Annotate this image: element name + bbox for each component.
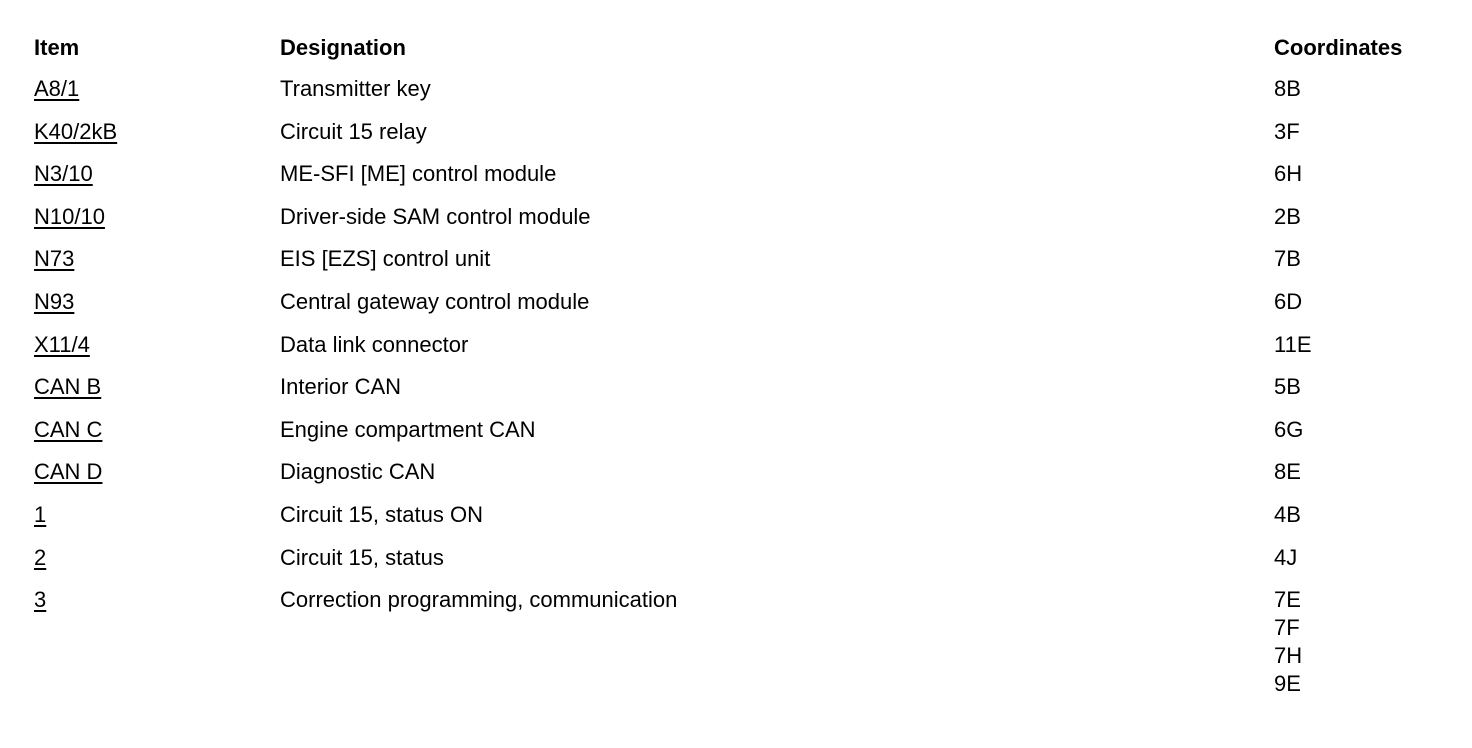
item-link[interactable]: N73: [34, 246, 75, 272]
item-cell: [34, 324, 280, 367]
table-row: [34, 579, 1454, 698]
table-row: [34, 409, 1454, 452]
item-cell: [34, 153, 280, 196]
designation-cell: Interior CAN: [280, 374, 402, 400]
item-link[interactable]: N10/10: [34, 203, 105, 229]
item-link[interactable]: X11/4: [34, 331, 90, 357]
item-link[interactable]: N93: [34, 288, 75, 314]
table-row: [34, 281, 1454, 324]
designation-cell: ME-SFI [ME] control module: [280, 161, 557, 187]
coordinates-cell: [1274, 409, 1454, 452]
coordinates-cell: [1274, 451, 1454, 494]
header-designation: Designation: [280, 35, 406, 60]
coordinates-cell: [1274, 366, 1454, 409]
coordinate-value: 7E: [1274, 587, 1301, 613]
item-cell: [34, 68, 280, 111]
designation-cell: Diagnostic CAN: [280, 459, 436, 485]
coordinate-value: 4J: [1274, 544, 1298, 570]
designation-cell: Circuit 15 relay: [280, 118, 427, 144]
coordinates-cell: [1274, 68, 1454, 111]
header-item: Item: [34, 35, 80, 60]
coordinates-list: [1274, 579, 1454, 698]
item-cell: [34, 451, 280, 494]
item-link[interactable]: CAN D: [34, 459, 103, 485]
coordinate-value: 6D: [1274, 288, 1303, 314]
item-link[interactable]: CAN C: [34, 416, 103, 442]
coordinate-value: 4B: [1274, 501, 1301, 527]
designation-cell: Data link connector: [280, 331, 469, 357]
item-link[interactable]: A8/1: [34, 76, 80, 101]
coordinates-cell: [1274, 196, 1454, 239]
table-row: [34, 537, 1454, 580]
coordinate-value: 2B: [1274, 203, 1301, 229]
item-cell: [34, 537, 280, 580]
table-row: [34, 196, 1454, 239]
designation-cell: EIS [EZS] control unit: [280, 246, 491, 272]
coordinate-value: 6G: [1274, 416, 1304, 442]
coordinates-cell: [1274, 579, 1454, 698]
item-link[interactable]: 2: [34, 544, 47, 570]
coordinate-value: 6H: [1274, 161, 1303, 187]
coordinates-cell: [1274, 281, 1454, 324]
table-row: [34, 366, 1454, 409]
coordinates-cell: [1274, 111, 1454, 154]
component-legend-table: [34, 30, 1454, 698]
item-cell: [34, 196, 280, 239]
coordinates-cell: [1274, 238, 1454, 281]
item-link[interactable]: 3: [34, 587, 47, 613]
coordinate-value: 11E: [1274, 331, 1312, 357]
item-cell: [34, 409, 280, 452]
coordinate-value: 5B: [1274, 374, 1301, 400]
header-coordinates: Coordinates: [1274, 35, 1403, 60]
item-cell: [34, 366, 280, 409]
coordinates-cell: [1274, 324, 1454, 367]
table-row: [34, 494, 1454, 537]
coordinate-value: 9E: [1274, 671, 1301, 697]
designation-cell: Driver-side SAM control module: [280, 203, 591, 229]
table-body: [34, 68, 1454, 698]
item-link[interactable]: CAN B: [34, 374, 102, 400]
designation-cell: Correction programming, communication: [280, 587, 678, 613]
item-cell: [34, 494, 280, 537]
table-row: [34, 153, 1454, 196]
table-row: [34, 111, 1454, 154]
designation-cell: Engine compartment CAN: [280, 416, 536, 442]
coordinate-value: 8B: [1274, 76, 1301, 101]
designation-cell: Circuit 15, status ON: [280, 501, 483, 527]
coordinate-value: 3F: [1274, 118, 1300, 144]
item-link[interactable]: N3/10: [34, 161, 93, 187]
item-cell: [34, 281, 280, 324]
designation-cell: Transmitter key: [280, 76, 431, 101]
coordinate-value: 7H: [1274, 643, 1303, 669]
coordinates-cell: [1274, 537, 1454, 580]
item-link[interactable]: 1: [34, 501, 47, 527]
coordinates-cell: [1274, 153, 1454, 196]
table-row: [34, 238, 1454, 281]
coordinates-cell: [1274, 494, 1454, 537]
table-header-row: [34, 30, 1454, 68]
designation-cell: Circuit 15, status: [280, 544, 444, 570]
table-row: [34, 451, 1454, 494]
coordinate-value: 8E: [1274, 459, 1301, 485]
coordinate-value: 7F: [1274, 615, 1300, 641]
item-cell: [34, 579, 280, 622]
designation-cell: Central gateway control module: [280, 288, 590, 314]
coordinate-value: 7B: [1274, 246, 1301, 272]
item-cell: [34, 111, 280, 154]
table-row: [34, 324, 1454, 367]
table-row: [34, 68, 1454, 111]
item-cell: [34, 238, 280, 281]
item-link[interactable]: K40/2kB: [34, 118, 118, 144]
